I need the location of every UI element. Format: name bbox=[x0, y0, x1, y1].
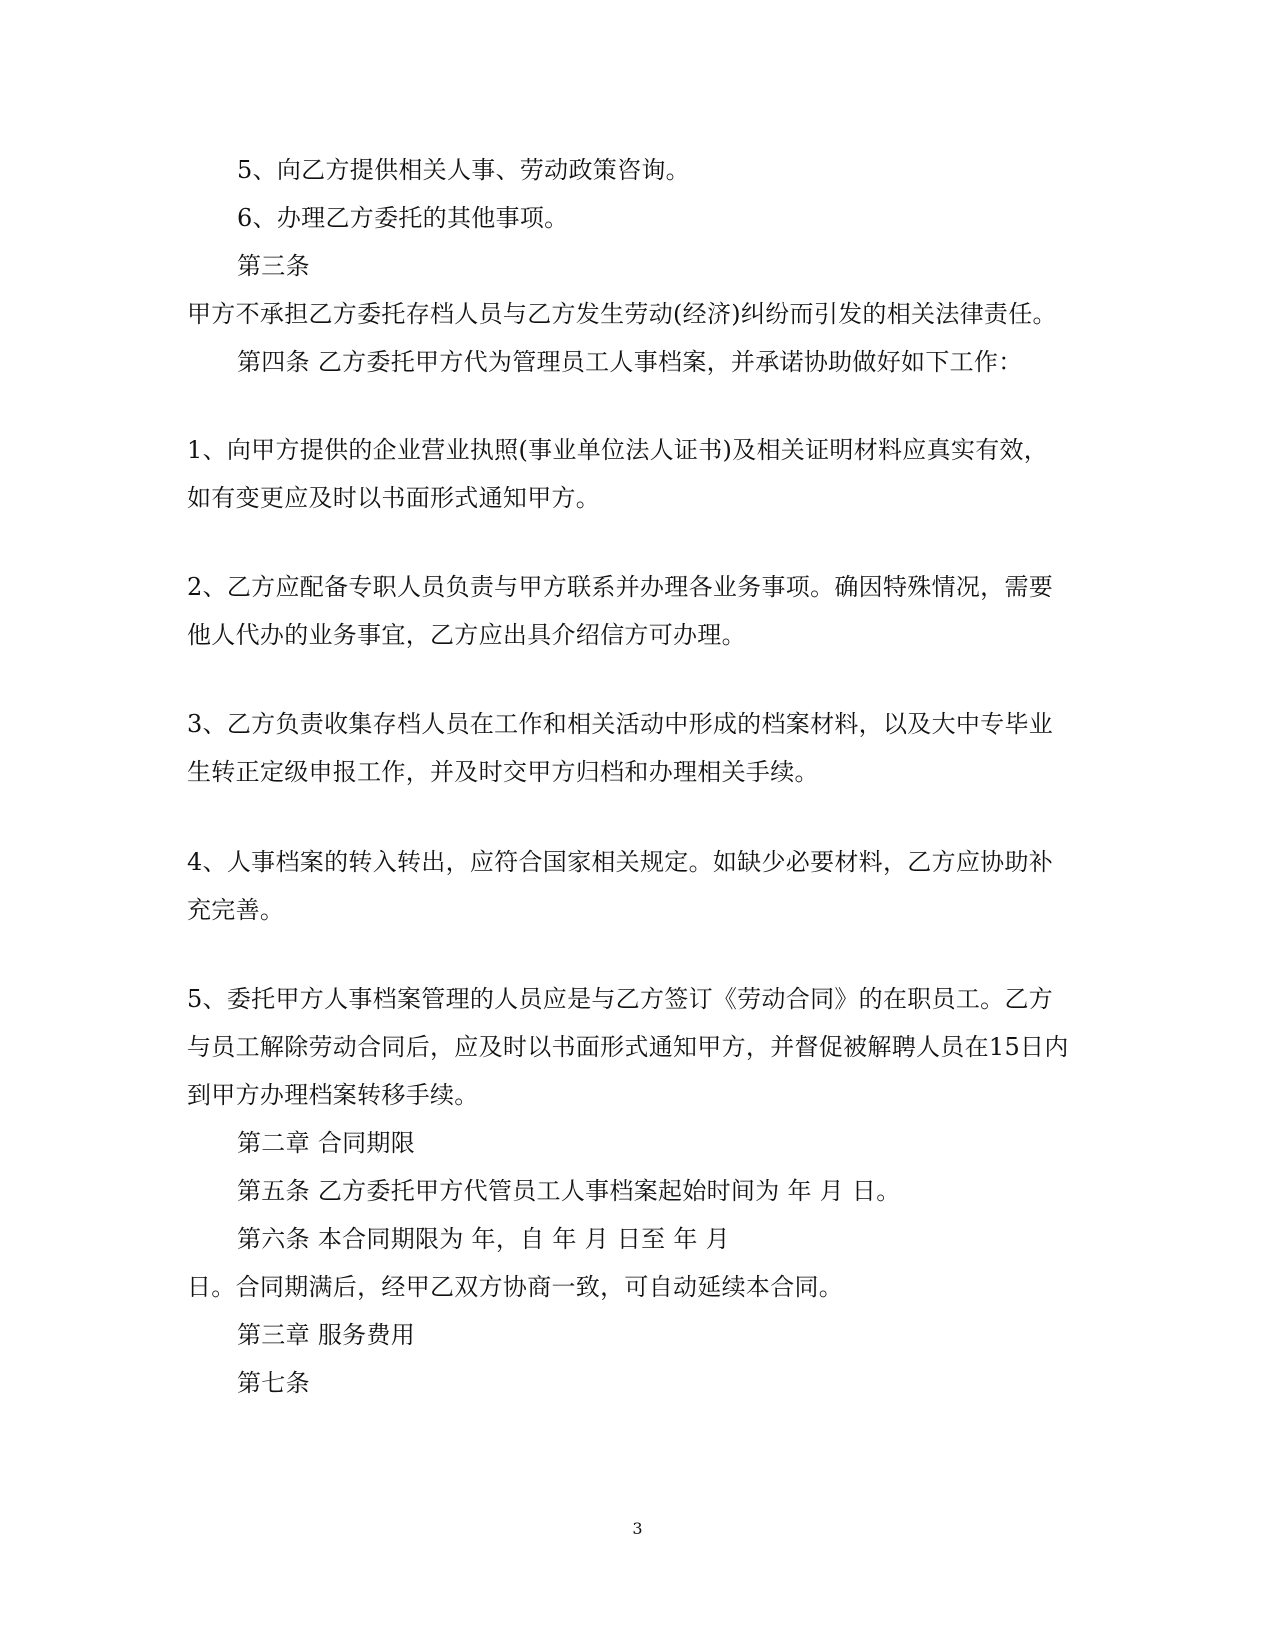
text-line: 6、办理乙方委托的其他事项。 bbox=[237, 204, 569, 232]
text-line: 与员工解除劳动合同后，应及时以书面形式通知甲方，并督促被解聘人员在15日内 bbox=[187, 1033, 1069, 1061]
text-line: 第四条 乙方委托甲方代为管理员工人事档案，并承诺协助做好如下工作： bbox=[237, 348, 1023, 376]
text-line: 5、向乙方提供相关人事、劳动政策咨询。 bbox=[237, 156, 690, 184]
text-line: 第六条 本合同期限为 年，自 年 月 日至 年 月 bbox=[237, 1225, 730, 1253]
text-line: 甲方不承担乙方委托存档人员与乙方发生劳动(经济)纠纷而引发的相关法律责任。 bbox=[187, 300, 1057, 328]
text-line: 生转正定级申报工作，并及时交甲方归档和办理相关手续。 bbox=[187, 758, 819, 786]
page-number: 3 bbox=[632, 1519, 643, 1538]
text-line: 他人代办的业务事宜，乙方应出具介绍信方可办理。 bbox=[187, 621, 746, 649]
text-line: 充完善。 bbox=[187, 896, 285, 924]
text-line: 2、乙方应配备专职人员负责与甲方联系并办理各业务事项。确因特殊情况，需要 bbox=[187, 573, 1054, 601]
text-line: 5、委托甲方人事档案管理的人员应是与乙方签订《劳动合同》的在职员工。乙方 bbox=[187, 985, 1054, 1013]
text-line: 日。合同期满后，经甲乙双方协商一致，可自动延续本合同。 bbox=[187, 1273, 844, 1301]
text-line: 1、向甲方提供的企业营业执照(事业单位法人证书)及相关证明材料应真实有效， bbox=[187, 436, 1049, 464]
chapter-heading: 第三章 服务费用 bbox=[237, 1321, 416, 1349]
section-heading: 第三条 bbox=[237, 252, 310, 280]
text-line: 如有变更应及时以书面形式通知甲方。 bbox=[187, 484, 601, 512]
chapter-heading: 第二章 合同期限 bbox=[237, 1129, 416, 1157]
text-line: 3、乙方负责收集存档人员在工作和相关活动中形成的档案材料，以及大中专毕业 bbox=[187, 710, 1054, 738]
text-line: 4、人事档案的转入转出，应符合国家相关规定。如缺少必要材料，乙方应协助补 bbox=[187, 848, 1054, 876]
text-line: 第五条 乙方委托甲方代管员工人事档案起始时间为 年 月 日。 bbox=[237, 1177, 901, 1205]
text-line: 到甲方办理档案转移手续。 bbox=[187, 1081, 479, 1109]
section-heading: 第七条 bbox=[237, 1369, 310, 1397]
